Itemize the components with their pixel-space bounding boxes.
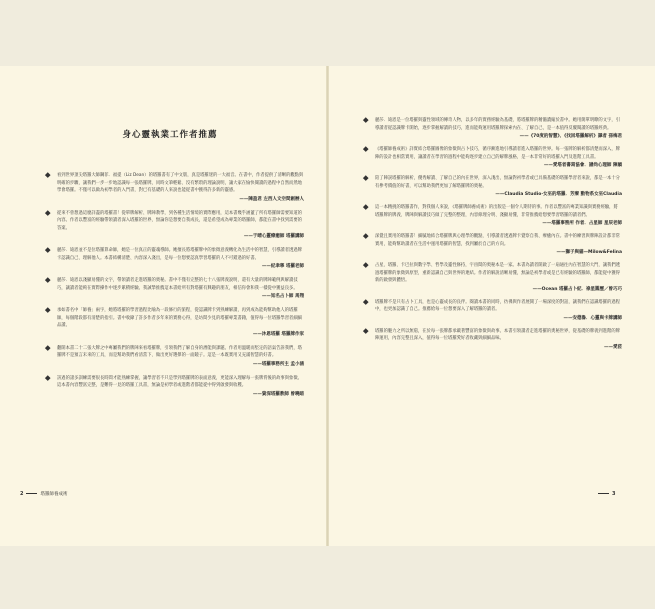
endorsement-text: 陪了陣誤塔羅的解析，優秀解讀、了解自己的內在世界，深入淺出，無論對初學者或已具備基礎的塔羅學習者來說，都是一本十分有參考價值的好書，可以幫助我們更加了解塔羅牌的奧秘。 — [375, 176, 620, 189]
endorsement-text: 塔羅的魅力之所以無窮，在於每一張牌都承載著豐富的象徵與故事。本書引領讀者走進塔羅的奧秘世界，從基礎的牌義到進階的牌陣運用，內容完整且深入，值得每一位塔羅愛好者收藏與細細品味。 — [375, 328, 620, 341]
folio-rule — [598, 493, 609, 494]
endorsement-entry — [46, 375, 304, 398]
endorsement-signature: ——《70度的智慧》、《找回塔羅解析》譯者 孫梅君 — [519, 134, 622, 139]
endorsement-signature: ——安德魯．心靈與卡牌講師 — [563, 315, 622, 321]
page-number: 3 — [612, 491, 616, 497]
endorsement-signature: ——Claudia Studio·女巫的塔羅．芳療 動物系女巫Claudia — [495, 192, 622, 197]
endorsement-text: 該過的諸多訓練需要很長時間才能熟練掌握，讓學習者不只是學到塔羅牌的表面意義，更能深入理解每一張牌背後的故事與象徵。這本書內容豐富完整，是難得一見的塔羅工具書，無論是初學者或進階者都能從中得到啟發與收穫。 — [57, 375, 302, 388]
bullet-icon — [363, 117, 368, 122]
page-heading: 身心靈執業工作者推薦 — [122, 130, 218, 140]
endorsement-signature: ——獅子與貓—Milow&Felina — [556, 250, 622, 255]
endorsement-signature: ——知名占卜師 馬翔 — [261, 294, 304, 299]
endorsement-signature: ——塔羅事務所主 孟小涵 — [252, 361, 304, 367]
endorsement-text: 麗莎．迪恩是一位塔羅與靈性領域的傳奇人物，以多年的實務經驗為基礎，將塔羅牌的精髓濃縮於書中。她用簡單明瞭的文字，引導讀者從認識牌卡開始，逐步掌握解讀的技巧，進而能夠運用塔羅牌探索內在、了解自己，是一本值得反覆閱讀的塔羅經典。 — [375, 118, 620, 131]
endorsement-text: 占星、塔羅、卡巴拉與數字學、哲學及靈性修持，宇宙間的奧秘本是一家。本書為讀者開啟了一扇通往內在智慧的大門，讓我們透過塔羅牌的象徵與原型，重新認識自己與世界的連結。作者的解說清晰易懂，無論是初學者或是已有經驗的塔羅師，都能從中獲得新的啟發與體悟。 — [375, 263, 620, 283]
endorsement-entry — [364, 233, 622, 256]
endorsement-text: 塔羅牌不是只有占卜工具，也是心靈成長的良伴。閱讀本書的同時，彷彿與作者展開了一場深度的對話，讓我們在認識塔羅的過程中，也更加認識了自己。推薦給每一位想要深入了解塔羅的讀者。 — [375, 299, 620, 312]
bullet-icon — [363, 233, 368, 238]
bullet-icon — [45, 247, 50, 252]
endorsement-entry — [364, 204, 622, 227]
running-title: 塔羅師養成術 — [40, 492, 68, 497]
endorsement-signature: ——愛塔者書寫協會．譜尚心理師 陳韻 — [543, 163, 622, 168]
endorsement-text: 從來不曾想過這麼詳盡的塔羅書！從單牌解析、牌陣教學，到各種生活情境的實際應用，這本書幾乎涵蓋了所有塔羅師需要知道的內容。作者以豐富的經驗帶領讀者深入塔羅的世界，無論你是想要自我成長，還是希望成為專業的塔羅師，都能在書中找到需要的答案。 — [57, 210, 302, 231]
endorsement-text: 看到世界頂尖塔羅大師鋼菲．福提（Liz Dean）的塔羅書有了中文版，真是塔羅迷的一大福音。在書中，作者提供了清晰的觀點與明確的步驟，讓我們一步一步地認識每一張塔羅牌，同時文筆輕鬆、沒有繁瑣的理論說明，讓大家在愉快閱讀的過程中自然而然地學會塔羅。不僅可以做為初學者的入門書，對已有基礎的人來說也能從書中獲得許多新的靈感。 — [57, 173, 304, 193]
left-page-folio — [20, 491, 67, 497]
bullet-icon — [363, 175, 368, 180]
endorsement-entry — [364, 117, 622, 140]
endorsement-signature: ——紀聿寧 塔羅老師 — [261, 264, 304, 269]
left-column — [46, 172, 304, 398]
right-page-folio — [595, 491, 615, 497]
endorsement-entry — [46, 277, 304, 300]
endorsement-signature: ——塔羅事務所 作者．占星師 星辰老師 — [542, 221, 622, 226]
endorsement-entry — [364, 175, 622, 198]
bullet-icon — [45, 307, 50, 312]
endorsement-text: 這一本精挑的塔羅書作，對我個人來說，《塔羅牌師養成術》的出版是一個令人期待的事。作者以豐富的專業知識與實務經驗，將塔羅牌的牌義、牌陣與解讀技巧做了完整的整理，內容條理分明、淺顯易懂，非常推薦給想要學習塔羅的讀者們。 — [375, 205, 618, 218]
scan-background-bottom — [0, 546, 655, 609]
page-number: 2 — [20, 491, 24, 497]
endorsement-signature: ——于晴心靈療癒師 塔羅講師 — [243, 234, 304, 239]
bullet-icon — [363, 146, 368, 151]
endorsement-entry — [364, 299, 622, 322]
endorsement-entry — [364, 146, 622, 169]
endorsement-entry — [364, 328, 622, 351]
endorsement-text: 麗莎．迪恩以淺顯易懂的文字，帶領讀者走進塔羅的奧秘。書中不僅有完整的七十八張牌義說明，還有大量的牌陣範例與解讀技巧，讓讀者能夠在實際操作中逐步累積經驗。我誠摯推薦這本書給所有對塔羅有興趣的朋友，相信你會和我一樣從中獲益良多。 — [57, 278, 298, 291]
endorsement-text: 深覺且實用的塔羅書！細膩地結合塔羅牌與心理學的觀點，引導讀者透過牌卡覺察自我、療癒內在。書中的練習與牌陣設計都非常實用，能夠幫助讀者在生活中運用塔羅的智慧，找到屬於自己的方向。 — [375, 234, 620, 247]
endorsement-text: 翻開本書二十二張大牌之中專屬我們的牌陣來看塔羅牌，引領我們了解自身的潛能與課題。作者用溫暖而堅定的語氣告訴我們，塔羅牌不是預言未來的工具，而是幫助我們看清當下、做出更好選擇的一面鏡子。這是一本既實用又充滿智慧的好書。 — [57, 345, 302, 358]
endorsement-signature: ——愛菈 — [604, 344, 622, 350]
endorsement-text: 《塔羅師養成術》詳實結合塔羅圖像的象徵與占卜技巧，循序漸進地引導讀者進入塔羅的世界。每一張牌的解析都清楚而深入，牌陣的設計也相當實用，讓讀者在學習的過程中能夠逐步建立自己的解牌風格，是一本非常好的塔羅入門及進階工具書。 — [375, 147, 620, 160]
bullet-icon — [45, 375, 50, 380]
bullet-icon — [363, 262, 368, 267]
bullet-icon — [363, 204, 368, 209]
endorsement-signature: ——Ocean 塔羅占卜紀．祿星圓歷／曾巧巧 — [532, 286, 622, 292]
bullet-icon — [45, 210, 50, 215]
bullet-icon — [45, 172, 50, 177]
endorsement-signature: ——陳盈君 左西人文空間創辦人 — [239, 196, 304, 202]
bullet-icon — [363, 328, 368, 333]
bullet-icon — [45, 345, 50, 350]
endorsement-text: 麗莎．迪恩並不是位塔羅算命師，她是一位真正的靈魂導師。她擅長將塔羅牌中的象徵意義轉化為生活中的智慧，引導讀者透過牌卡認識自己、理解他人。本書結構清楚、內容深入淺出，是每一位想要認真學習塔羅的人不可錯過的好書。 — [57, 248, 302, 261]
endorsement-entry — [46, 247, 304, 270]
bullet-icon — [45, 277, 50, 282]
endorsement-entry — [46, 345, 304, 368]
endorsement-entry — [46, 307, 304, 338]
endorsement-signature: ——沐恩塔羅 塔羅牌作家 — [252, 331, 304, 337]
endorsement-entry — [46, 210, 304, 241]
right-column — [364, 117, 622, 351]
endorsement-signature: ——資深塔羅教師 曾曉暗 — [252, 391, 304, 397]
endorsement-entry — [46, 172, 304, 203]
endorsement-entry — [364, 262, 622, 293]
endorsement-text: 承如書名中「師養」兩字，她將塔羅的學習過程比喻為一段修行的旅程，從認識牌卡到熟練解讀，再到成為能夠幫助他人的塔羅師，每個階段都有清楚的指引。書中收錄了許多作者多年來的實務心得，是坊間少見的塔羅專業書籍，值得每一位塔羅學習者細細品讀。 — [57, 308, 302, 328]
folio-rule — [26, 493, 37, 494]
bullet-icon — [363, 299, 368, 304]
scan-background-top — [0, 0, 655, 66]
